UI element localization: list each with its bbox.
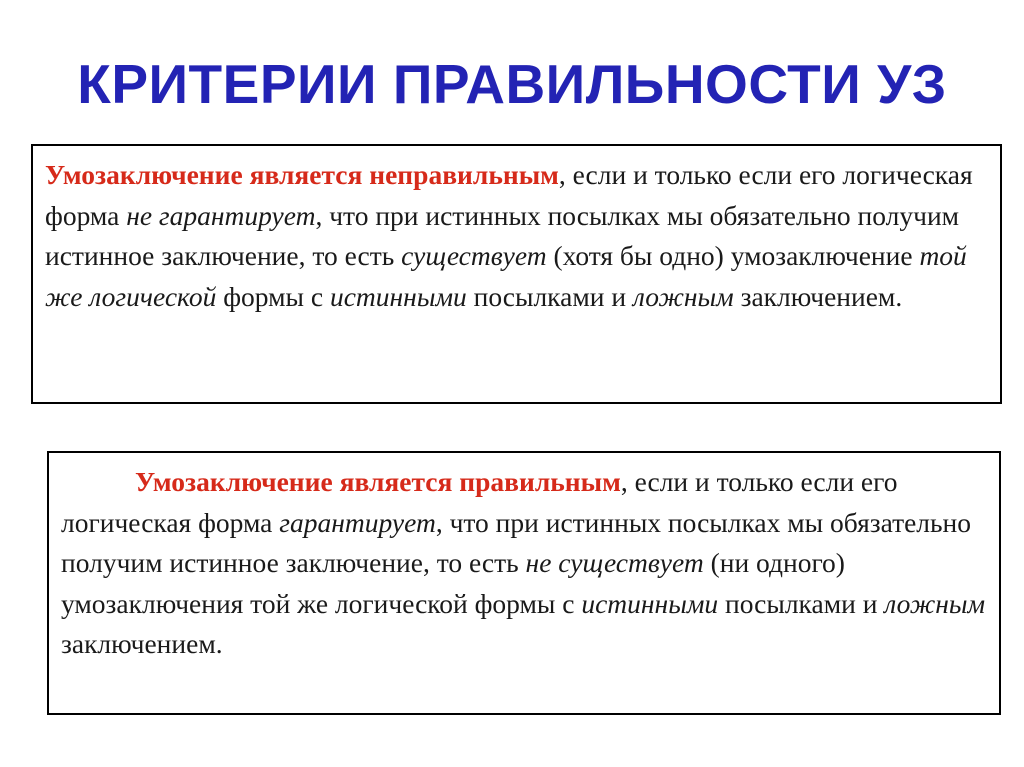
text-segment: заключением. <box>61 628 223 659</box>
text-segment: посылками и <box>718 587 885 619</box>
correct-inference-term: Умозаключение является правильным <box>135 466 621 497</box>
incorrect-inference-definition-box <box>31 144 1002 404</box>
text-segment: , что при истинных посылках мы обязательно получим истинное заключение, то есть <box>61 506 972 578</box>
emphasis-false: ложным <box>884 587 986 619</box>
emphasis-same-logical: той же логической <box>45 240 967 312</box>
page-title: КРИТЕРИИ ПРАВИЛЬНОСТИ УЗ <box>77 53 947 115</box>
correct-inference-definition-text <box>61 462 987 665</box>
incorrect-inference-definition-text <box>45 155 988 317</box>
emphasis-true: истинными <box>581 587 719 619</box>
text-segment: , что при истинных посылках мы обязательно получим истинное заключение, то есть <box>45 199 960 271</box>
emphasis-not-exists: не существует <box>525 547 704 578</box>
emphasis-guarantees: гарантирует <box>279 506 436 538</box>
incorrect-inference-term: Умозаключение является неправильным <box>45 159 559 190</box>
text-segment: (хотя бы одно) умозаключение <box>546 240 920 271</box>
text-segment: , если и только если его логическая форма <box>45 159 973 231</box>
emphasis-true: истинными <box>329 280 467 312</box>
text-segment: , если и только если его логическая форма <box>61 466 898 538</box>
text-segment: (ни одного) умозаключения той же логической формы с <box>61 547 845 619</box>
emphasis-exists: существует <box>401 240 547 271</box>
text-segment: посылками и <box>466 280 633 312</box>
text-segment: заключением. <box>733 280 903 312</box>
correct-inference-definition-box <box>47 451 1001 715</box>
text-segment: формы с <box>216 280 330 312</box>
emphasis-not-guarantees: не гарантирует <box>126 199 316 231</box>
emphasis-false: ложным <box>632 280 734 312</box>
